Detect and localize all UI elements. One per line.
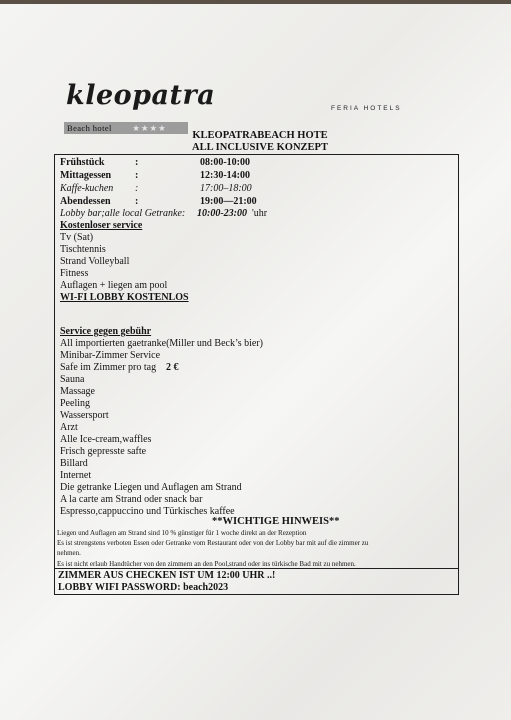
- wifi-free-note: WI-FI LOBBY KOSTENLOS: [60, 292, 189, 303]
- partner-label: FERIA HOTELS: [331, 105, 402, 112]
- notice-line: Liegen und Auflagen am Strand sind 10 % günstiger für 1 woche direkt an der Rezeption: [57, 529, 307, 537]
- schedule-sep: :: [135, 196, 139, 207]
- feria-hotels-logo: [331, 105, 402, 112]
- beach-hotel-label: Beach hotel: [67, 123, 112, 133]
- list-item: All importierten gaetranke(Miller und Beck’s bier): [60, 338, 263, 349]
- schedule-time: 17:00–18:00: [200, 183, 252, 194]
- schedule-time: 19:00—21:00: [200, 196, 257, 207]
- list-item: Peeling: [60, 398, 90, 409]
- schedule-time: 08:00-10:00: [200, 157, 250, 168]
- schedule-sep: :: [135, 157, 139, 168]
- kleopatra-logo: kleopatra: [66, 80, 216, 111]
- list-item: Auflagen + liegen am pool: [60, 280, 168, 291]
- document-page: [0, 4, 511, 720]
- list-item: Tischtennis: [60, 244, 106, 255]
- list-item: A la carte am Strand oder snack bar: [60, 494, 203, 505]
- notice-heading: **WICHTIGE HINWEIS**: [212, 516, 340, 527]
- list-item: Die getrankе Liegen und Auflagen am Strand: [60, 482, 242, 493]
- notice-line: nehmen.: [57, 549, 81, 557]
- wifi-password: LOBBY WIFI PASSWORD: beach2023: [58, 582, 229, 593]
- free-service-heading: Kostenloser service: [60, 220, 143, 231]
- list-item: Sauna: [60, 374, 85, 385]
- list-item: Massage: [60, 386, 95, 397]
- list-item: Frisch gepresste safte: [60, 446, 147, 457]
- star-rating-icon: ★★★★: [132, 123, 167, 133]
- list-item: Alle Ice-cream,waffles: [60, 434, 152, 445]
- schedule-label: Kaffe-kuchen: [60, 183, 114, 194]
- lobby-bar-time: 10:00-23:00: [197, 208, 247, 219]
- checkout-notice: ZIMMER AUS CHECKEN IST UM 12:00 UHR ..!: [58, 570, 276, 581]
- list-item: Safe im Zimmer pro tag: [60, 362, 157, 373]
- list-item: Fitness: [60, 268, 89, 279]
- list-item: Billard: [60, 458, 88, 469]
- list-item: Internet: [60, 470, 92, 481]
- list-item: Wassersport: [60, 410, 109, 421]
- schedule-label: Abendessen: [60, 196, 111, 207]
- lobby-bar-suffix: 'uhr: [252, 208, 268, 219]
- list-item: Minibar-Zimmer Service: [60, 350, 161, 361]
- schedule-time: 12:30-14:00: [200, 170, 250, 181]
- schedule-sep: :: [135, 183, 139, 194]
- schedule-label: Frühstück: [60, 157, 105, 168]
- hotel-title: KLEOPATRABEACH HOTE: [192, 130, 328, 141]
- schedule-sep: :: [135, 170, 139, 181]
- schedule-label: Mittagessen: [60, 170, 112, 181]
- list-item: Strand Volleyball: [60, 256, 130, 267]
- notice-line: Es ist nicht erlaub Handtücher von den zimmern an den Pool,strand oder ins türkische Bad mit zu nehmen.: [57, 560, 356, 568]
- paid-service-heading: Service gegen gebühr: [60, 326, 152, 337]
- notice-line: Es ist strengstens verboten Essen oder Getranke vom Restaurant oder von der Lobby bar mit auf die zimmer zu: [57, 539, 369, 547]
- safe-price: 2 €: [166, 362, 179, 373]
- list-item: Arzt: [60, 422, 78, 433]
- concept-title: ALL INCLUSIVE KONZEPT: [192, 142, 328, 153]
- list-item: Espresso,cappuccino und Türkisches kaffee: [60, 506, 235, 517]
- list-item: Tv (Sat): [60, 232, 94, 243]
- lobby-bar-label: Lobby bar;alle local Getranke:: [60, 208, 186, 219]
